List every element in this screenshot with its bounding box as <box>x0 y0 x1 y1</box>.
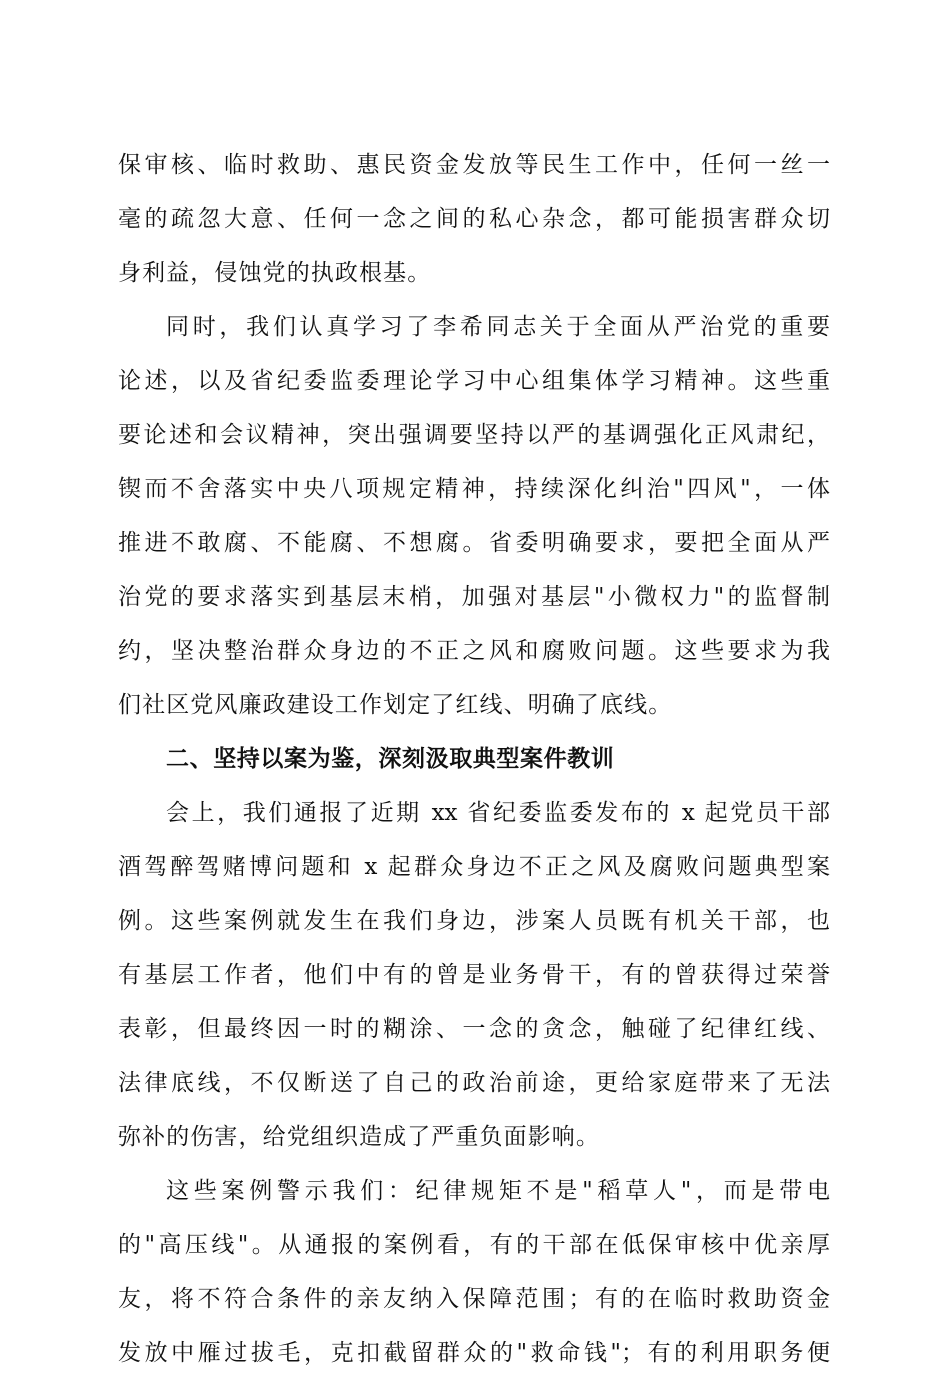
section-heading-2 <box>118 732 830 786</box>
document-body <box>118 138 830 1380</box>
paragraph-4-line-1: 这些案例警示我们：纪律规矩不是"稻草人"，而是带电 <box>166 1178 830 1204</box>
paragraph-2-line-6: 治党的要求落实到基层末梢，加强对基层"小微权力"的监督制 <box>118 584 830 610</box>
paragraph-2-line-1: 同时，我们认真学习了李希同志关于全面从严治党的重要 <box>166 314 830 340</box>
paragraph-4 <box>118 1164 830 1380</box>
paragraph-4-line-3: 友，将不符合条件的亲友纳入保障范围；有的在临时救助资金 <box>118 1286 830 1312</box>
paragraph-1-line-3: 身利益，侵蚀党的执政根基。 <box>118 260 432 286</box>
paragraph-2-line-7: 约，坚决整治群众身边的不正之风和腐败问题。这些要求为我 <box>118 638 830 664</box>
paragraph-2-line-8: 们社区党风廉政建设工作划定了红线、明确了底线。 <box>118 692 673 718</box>
paragraph-2-line-2: 论述，以及省纪委监委理论学习中心组集体学习精神。这些重 <box>118 368 830 394</box>
paragraph-3-line-5: 表彰，但最终因一时的糊涂、一念的贪念，触碰了纪律红线、 <box>118 1016 830 1042</box>
paragraph-1-line-1: 保审核、临时救助、惠民资金发放等民生工作中，任何一丝一 <box>118 152 830 178</box>
paragraph-3-line-7: 弥补的伤害，给党组织造成了严重负面影响。 <box>118 1124 600 1150</box>
paragraph-3-line-4: 有基层工作者，他们中有的曾是业务骨干，有的曾获得过荣誉 <box>118 962 830 988</box>
paragraph-3-line-1: 会上，我们通报了近期 xx 省纪委监委发布的 x 起党员干部 <box>166 800 830 826</box>
paragraph-1 <box>118 138 830 300</box>
section-heading-2-text: 二、坚持以案为鉴，深刻汲取典型案件教训 <box>166 746 615 772</box>
paragraph-2-line-3: 要论述和会议精神，突出强调要坚持以严的基调强化正风肃纪， <box>118 422 830 448</box>
paragraph-3 <box>118 786 830 1164</box>
paragraph-4-line-2: 的"高压线"。从通报的案例看，有的干部在低保审核中优亲厚 <box>118 1232 830 1258</box>
paragraph-2 <box>118 300 830 732</box>
paragraph-4-line-4: 发放中雁过拔毛，克扣截留群众的"救命钱"；有的利用职务便 <box>118 1340 830 1366</box>
paragraph-1-line-2: 毫的疏忽大意、任何一念之间的私心杂念，都可能损害群众切 <box>118 206 830 232</box>
paragraph-3-line-6: 法律底线，不仅断送了自己的政治前途，更给家庭带来了无法 <box>118 1070 830 1096</box>
paragraph-3-line-2: 酒驾醉驾赌博问题和 x 起群众身边不正之风及腐败问题典型案 <box>118 854 830 880</box>
paragraph-3-line-3: 例。这些案例就发生在我们身边，涉案人员既有机关干部，也 <box>118 908 830 934</box>
paragraph-2-line-4: 锲而不舍落实中央八项规定精神，持续深化纠治"四风"，一体 <box>118 476 830 502</box>
paragraph-2-line-5: 推进不敢腐、不能腐、不想腐。省委明确要求，要把全面从严 <box>118 530 830 556</box>
